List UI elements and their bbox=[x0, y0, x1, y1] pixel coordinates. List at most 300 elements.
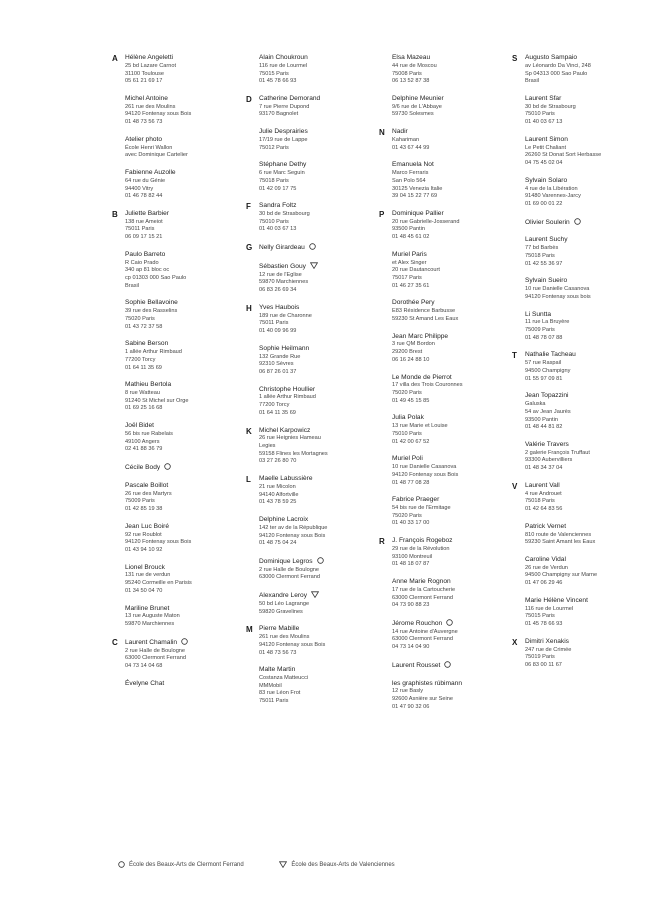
entry-name bbox=[392, 680, 542, 689]
entry-detail-line: et Alex Singer bbox=[392, 259, 427, 266]
entry-detail-line: MMMobil bbox=[259, 682, 282, 689]
entry-name bbox=[125, 169, 275, 178]
entry-detail-line: Kahariman bbox=[392, 136, 420, 143]
entry-name bbox=[259, 243, 409, 253]
entry-detail-line: 50 bd Léo Lagrange bbox=[259, 600, 310, 607]
entry-name-text: Julie Desprairies bbox=[259, 128, 308, 136]
section-letter: T bbox=[512, 351, 517, 361]
entry-name bbox=[259, 427, 409, 436]
entry-detail-line: 77 bd Barbès bbox=[525, 245, 559, 252]
directory-entry bbox=[525, 277, 666, 301]
entry-detail-line: 2 rue Halle de Boulogne bbox=[259, 566, 320, 573]
directory-entry bbox=[392, 414, 542, 446]
directory-entry bbox=[392, 161, 542, 201]
triangle-icon bbox=[310, 262, 318, 269]
circle-icon bbox=[309, 243, 316, 250]
entry-name-text: Juliette Barbier bbox=[125, 209, 169, 217]
entry-detail-line: École Henri Wallon bbox=[125, 144, 173, 151]
entry-detail-line: 06 87 26 01 37 bbox=[259, 368, 297, 375]
entry-detail-line: 261 rue des Moulins bbox=[259, 634, 310, 641]
directory-entry bbox=[525, 523, 666, 547]
entry-name bbox=[125, 523, 275, 532]
entry-name bbox=[259, 386, 409, 395]
entry-name-text: Alain Choukroun bbox=[259, 54, 308, 61]
directory-entry bbox=[392, 578, 542, 610]
entry-name bbox=[392, 299, 542, 308]
directory-entry bbox=[246, 625, 409, 657]
entry-detail-line: Brasil bbox=[125, 282, 139, 289]
legend-item-clermont bbox=[118, 861, 244, 868]
entry-detail-line: 01 42 00 67 52 bbox=[392, 438, 430, 445]
entry-detail-line: 06 09 17 15 21 bbox=[125, 234, 163, 241]
entry-detail-line: 75011 Paris bbox=[259, 698, 289, 705]
entry-detail-line: E83 Résidence Barbusse bbox=[392, 308, 456, 315]
entry-detail-line: 10 rue Danielle Casanova bbox=[392, 464, 457, 471]
entry-detail-line: 340 ap 81 bloc oc bbox=[125, 267, 170, 274]
entry-detail-line: 64 rue du Génie bbox=[125, 177, 166, 184]
entry-name-text: Paulo Barreto bbox=[125, 250, 166, 258]
entry-name bbox=[125, 136, 275, 145]
entry-detail-line: 17 rue de la Cartoucherie bbox=[392, 586, 456, 593]
entry-name-text: Olivier Soulerin bbox=[525, 218, 570, 226]
entry-name-text: Emanuela Not bbox=[392, 161, 434, 169]
directory-entry bbox=[125, 169, 275, 201]
entry-detail-line: 01 48 73 56 73 bbox=[259, 649, 297, 656]
directory-entry bbox=[246, 475, 409, 507]
entry-name-text: Cécile Body bbox=[125, 464, 161, 472]
directory-entry bbox=[125, 95, 275, 127]
entry-detail-line: San Polo 564 bbox=[392, 177, 426, 184]
entry-name bbox=[125, 54, 275, 63]
entry-detail-line: 11 rue La Bruyère bbox=[525, 319, 570, 326]
entry-detail-line: 94120 Fontenay sous Bois bbox=[125, 111, 192, 118]
entry-detail-line: 132 Grande Rue bbox=[259, 353, 301, 360]
entry-detail-line: 93500 Pantin bbox=[392, 226, 425, 233]
entry-detail-line: 4 rue de la Libération bbox=[525, 185, 578, 192]
entry-detail-line: 26 rue des Martyrs bbox=[125, 490, 172, 497]
entry-name bbox=[392, 455, 542, 464]
entry-name bbox=[525, 236, 666, 245]
entry-name-text: Augusto Sampaio bbox=[525, 54, 578, 61]
entry-detail-line: 94500 Champigny sur Marne bbox=[525, 572, 598, 579]
directory-entry bbox=[392, 455, 542, 487]
entry-detail-line: 75020 Paris bbox=[392, 512, 422, 519]
entry-detail-line: 01 40 09 96 99 bbox=[259, 328, 297, 335]
entry-detail-line: Sp 04313 000 Sao Paulo bbox=[525, 70, 588, 77]
entry-detail-line: 13 rue Auguste Maton bbox=[125, 613, 180, 620]
circle-icon bbox=[181, 638, 188, 645]
entry-name bbox=[125, 638, 275, 648]
entry-detail-line: 30 bd de Strasbourg bbox=[525, 103, 576, 110]
entry-detail-line: 01 69 00 01 22 bbox=[525, 200, 563, 207]
entry-detail-line: 8 rue Watteau bbox=[125, 390, 160, 397]
entry-name bbox=[125, 605, 275, 614]
entry-detail-line: 75015 Paris bbox=[259, 70, 289, 77]
circle-icon bbox=[317, 557, 324, 564]
entry-detail-line: 75020 Paris bbox=[392, 390, 422, 397]
entry-detail-line: 247 rue de Crimée bbox=[525, 646, 572, 653]
entry-name bbox=[392, 374, 542, 383]
section-letter: B bbox=[112, 209, 118, 219]
directory-entry bbox=[525, 136, 666, 168]
entry-name bbox=[525, 311, 666, 320]
entry-detail-line: 75010 Paris bbox=[392, 430, 422, 437]
entry-detail-line: 189 rue de Charonne bbox=[259, 312, 312, 319]
directory-entry bbox=[392, 496, 542, 528]
legend-label-clermont: École des Beaux-Arts de Clermont Ferrand bbox=[129, 861, 244, 868]
directory-entry bbox=[259, 345, 409, 377]
entry-name-text: Jean Marc Philippe bbox=[392, 332, 449, 340]
entry-detail-line: 26 rue de Verdun bbox=[525, 564, 568, 571]
entry-name-text: Muriel Paris bbox=[392, 250, 427, 258]
entry-detail-line: 01 42 09 17 75 bbox=[259, 185, 297, 192]
entry-detail-line: 01 48 75 04 24 bbox=[259, 540, 297, 547]
entry-name-text: Marie Hélène Vincent bbox=[525, 596, 588, 604]
entry-detail-line: 4 rue Androuet bbox=[525, 490, 562, 497]
entry-name bbox=[259, 557, 409, 567]
entry-detail-line: 2 rue Halle de Boulogne bbox=[125, 647, 186, 654]
entry-name-text: Anne Marie Rognon bbox=[392, 578, 451, 586]
entry-detail-line: avec Dominique Cartelier bbox=[125, 152, 188, 159]
directory-entry bbox=[392, 374, 542, 406]
entry-detail-line: cp 01303 000 Sao Paulo bbox=[125, 275, 187, 282]
entry-detail-line: 12 rue de l'Eglise bbox=[259, 271, 302, 278]
directory-entry bbox=[259, 516, 409, 548]
entry-detail-line: 116 rue de Lourmel bbox=[259, 62, 308, 69]
entry-name bbox=[259, 475, 409, 484]
entry-name bbox=[125, 422, 275, 431]
directory-entry bbox=[125, 422, 275, 454]
entry-detail-line: 01 42 64 83 56 bbox=[525, 506, 563, 513]
entry-detail-line: Costanza Matteucci bbox=[259, 675, 309, 682]
entry-detail-line: 01 45 78 66 93 bbox=[259, 78, 297, 85]
entry-detail-line: Brasil bbox=[525, 78, 539, 85]
entry-detail-line: 75019 Paris bbox=[525, 654, 555, 661]
entry-detail-line: 63000 Clermont Ferrand bbox=[125, 655, 186, 662]
entry-name-text: Malte Martin bbox=[259, 666, 296, 674]
entry-name-text: Christophe Houllier bbox=[259, 385, 316, 393]
section-letter: M bbox=[246, 625, 253, 635]
directory-entry bbox=[392, 680, 542, 712]
entry-detail-line: 94120 Fontenay sous Bois bbox=[125, 539, 192, 546]
entry-detail-line: 54 av Jean Jaurès bbox=[525, 408, 571, 415]
entry-detail-line: 01 43 94 10 92 bbox=[125, 546, 163, 553]
directory-entry bbox=[125, 482, 275, 514]
entry-detail-line: 2 galerie François Truffaut bbox=[525, 449, 590, 456]
entry-name bbox=[125, 251, 275, 260]
entry-detail-line: 01 42 85 19 38 bbox=[125, 506, 163, 513]
entry-detail-line: 91480 Varennes-Jarcy bbox=[525, 193, 581, 200]
entry-detail-line: 06 83 00 11 67 bbox=[525, 661, 562, 668]
directory-entry bbox=[525, 95, 666, 127]
entry-detail-line: 01 48 78 07 88 bbox=[525, 334, 563, 341]
entry-name bbox=[259, 161, 409, 170]
entry-name bbox=[525, 482, 666, 491]
entry-detail-line: 94140 Alfortville bbox=[259, 491, 299, 498]
entry-name bbox=[525, 351, 666, 360]
entry-detail-line: 1 allée Arthur Rimbaud bbox=[125, 349, 182, 356]
entry-name bbox=[525, 392, 666, 401]
entry-name bbox=[525, 218, 666, 228]
directory-entry bbox=[259, 128, 409, 152]
directory-entry bbox=[246, 94, 409, 119]
entry-name bbox=[525, 638, 666, 647]
directory-entry bbox=[125, 340, 275, 372]
entry-name bbox=[525, 177, 666, 186]
entry-detail-line: 25 bd Lazare Carnot bbox=[125, 62, 176, 69]
entry-detail-line: 75011 Paris bbox=[125, 226, 155, 233]
entry-detail-line: 131 rue de verdun bbox=[125, 572, 171, 579]
entry-detail-line: 116 rue de Lourmel bbox=[525, 605, 574, 612]
directory-entry bbox=[259, 262, 409, 295]
entry-detail-line: 59230 St Amand Les Eaux bbox=[392, 315, 459, 322]
entry-name-text: Jérome Rouchon bbox=[392, 619, 443, 627]
entry-name bbox=[125, 210, 275, 219]
entry-detail-line: 77200 Torcy bbox=[259, 402, 290, 409]
directory-entry bbox=[259, 591, 409, 616]
directory-entry bbox=[525, 311, 666, 343]
entry-name-text: Laurent Vall bbox=[525, 481, 560, 489]
entry-detail-line: 29 rue de la Révolution bbox=[392, 545, 450, 552]
entry-detail-line: 01 46 27 35 61 bbox=[392, 282, 430, 289]
entry-detail-line: 94400 Vitry bbox=[125, 185, 154, 192]
directory-entry bbox=[246, 426, 409, 467]
directory-entry bbox=[392, 333, 542, 365]
section-letter: K bbox=[246, 426, 252, 436]
entry-name bbox=[525, 556, 666, 565]
section-letter: N bbox=[379, 128, 385, 138]
entry-detail-line: 3 rue QM Bordon bbox=[392, 341, 435, 348]
entry-name bbox=[525, 597, 666, 606]
section-letter: P bbox=[379, 209, 385, 219]
entry-name bbox=[392, 161, 542, 170]
entry-name bbox=[259, 666, 409, 675]
directory-column-2 bbox=[246, 54, 409, 706]
entry-name-text: Nadir bbox=[392, 128, 408, 136]
entry-detail-line: 94120 Fontenay sous Bois bbox=[392, 471, 459, 478]
circle-icon bbox=[118, 861, 125, 868]
entry-detail-line: 04 73 14 04 90 bbox=[392, 644, 430, 651]
entry-name-text: Elsa Mazeau bbox=[392, 54, 431, 61]
directory-entry bbox=[125, 251, 275, 291]
entry-detail-line: 01 43 78 59 25 bbox=[259, 499, 297, 506]
entry-detail-line: 7 rue Pierre Dupond bbox=[259, 103, 310, 110]
entry-name-text: Nathalie Tacheau bbox=[525, 351, 576, 359]
entry-name-text: Mariline Brunet bbox=[125, 604, 170, 612]
entry-detail-line: 56 bis rue Rabelais bbox=[125, 430, 173, 437]
entry-name-text: Laurent Suchy bbox=[525, 236, 568, 244]
entry-detail-line: 01 43 72 37 58 bbox=[125, 323, 163, 330]
entry-name bbox=[259, 95, 409, 104]
entry-detail-line: 39 04 15 22 77 69 bbox=[392, 193, 438, 200]
entry-detail-line: 04 73 14 04 68 bbox=[125, 662, 163, 669]
entry-name bbox=[525, 441, 666, 450]
directory-entry bbox=[112, 54, 275, 86]
directory-entry bbox=[125, 564, 275, 596]
directory-entry bbox=[259, 557, 409, 582]
entry-name bbox=[125, 340, 275, 349]
entry-detail-line: 05 61 21 69 17 bbox=[125, 78, 163, 85]
entry-name-text: Pascale Boillot bbox=[125, 481, 169, 489]
circle-icon bbox=[446, 619, 453, 626]
entry-detail-line: 94120 Fontenay sous Bois bbox=[259, 641, 326, 648]
entry-name-text: Catherine Demorand bbox=[259, 94, 321, 102]
entry-detail-line: 94500 Champigny bbox=[525, 367, 571, 374]
entry-detail-line: 261 rue des Moulins bbox=[125, 103, 176, 110]
circle-icon bbox=[164, 463, 171, 470]
entry-detail-line: 63000 Clermont Ferrand bbox=[392, 594, 453, 601]
entry-detail-line: 6 rue Marc Seguin bbox=[259, 170, 305, 177]
entry-name-text: Dominique Pallier bbox=[392, 209, 444, 217]
entry-detail-line: 29200 Brest bbox=[392, 349, 423, 356]
entry-detail-line: 26 rue Heignies Hameau bbox=[259, 435, 321, 442]
entry-detail-line: 44 rue de Moscou bbox=[392, 62, 437, 69]
entry-detail-line: 01 43 67 44 99 bbox=[392, 144, 430, 151]
entry-detail-line: 01 40 03 67 13 bbox=[525, 119, 563, 126]
entry-detail-line: 9/6 rue de L'Abbaye bbox=[392, 103, 442, 110]
entry-detail-line: 59230 Saint Amant les Eaux bbox=[525, 539, 596, 546]
entry-detail-line: 59820 Gravelines bbox=[259, 608, 303, 615]
entry-name-text: Muriel Poli bbox=[392, 455, 423, 463]
entry-name bbox=[392, 251, 542, 260]
entry-detail-line: 01 46 78 82 44 bbox=[125, 193, 163, 200]
entry-detail-line: 01 69 25 16 68 bbox=[125, 405, 163, 412]
entry-detail-line: 75011 Paris bbox=[259, 320, 289, 327]
section-letter: F bbox=[246, 202, 251, 212]
entry-name-text: Stéphane Dethy bbox=[259, 161, 307, 169]
directory-entry bbox=[392, 95, 542, 119]
entry-name bbox=[125, 95, 275, 104]
entry-detail-line: 93100 Montreuil bbox=[392, 553, 433, 560]
entry-detail-line: 13 rue Marie et Louise bbox=[392, 423, 448, 430]
entry-name-text: Dorothée Pery bbox=[392, 299, 435, 307]
circle-icon bbox=[444, 661, 451, 668]
entry-detail-line: 810 route de Valenciennes bbox=[525, 531, 592, 538]
directory-entry bbox=[125, 463, 275, 473]
directory-entry bbox=[512, 54, 666, 86]
entry-name-text: Julia Polak bbox=[392, 414, 424, 422]
entry-detail-line: 06 16 24 88 10 bbox=[392, 356, 430, 363]
entry-detail-line: 39 rue des Rasselins bbox=[125, 308, 178, 315]
entry-detail-line: 75012 Paris bbox=[259, 144, 289, 151]
circle-icon bbox=[574, 218, 581, 225]
entry-detail-line: 75020 Paris bbox=[125, 315, 155, 322]
entry-name-text: Évelyne Chat bbox=[125, 679, 165, 687]
entry-detail-line: 12 rue Basly bbox=[392, 688, 424, 695]
entry-detail-line: 01 55 97 09 81 bbox=[525, 375, 563, 382]
entry-detail-line: 17/19 rue de Lappe bbox=[259, 136, 308, 143]
entry-name bbox=[525, 136, 666, 145]
entry-detail-line: 94120 Fontenay sous bois bbox=[525, 293, 591, 300]
entry-detail-line: 30 bd de Strasbourg bbox=[259, 211, 310, 218]
entry-detail-line: 01 64 11 35 69 bbox=[125, 364, 162, 371]
entry-name bbox=[125, 299, 275, 308]
directory-entry bbox=[392, 251, 542, 291]
entry-detail-line: 01 48 44 81 82 bbox=[525, 424, 563, 431]
directory-entry bbox=[525, 556, 666, 588]
entry-name bbox=[259, 591, 409, 601]
entry-name bbox=[525, 523, 666, 532]
entry-detail-line: 20 rue Dautancourt bbox=[392, 267, 440, 274]
entry-name bbox=[392, 619, 542, 629]
directory-column-1 bbox=[112, 54, 275, 688]
entry-name bbox=[125, 463, 275, 473]
entry-detail-line: 04 73 90 88 23 bbox=[392, 602, 430, 609]
entry-detail-line: 21 rue Micolon bbox=[259, 483, 296, 490]
entry-detail-line: 01 45 78 66 93 bbox=[525, 621, 563, 628]
entry-detail-line: R Caio Prado bbox=[125, 259, 159, 266]
entry-name-text: Sandra Foltz bbox=[259, 202, 297, 210]
entry-detail-line: Marco Ferraris bbox=[392, 170, 429, 177]
entry-detail-line: 75010 Paris bbox=[259, 218, 289, 225]
section-letter: A bbox=[112, 54, 118, 63]
entry-name bbox=[392, 661, 542, 671]
entry-detail-line: 01 47 06 29 46 bbox=[525, 580, 563, 587]
directory-entry bbox=[525, 218, 666, 228]
entry-detail-line: 30125 Venezia Italie bbox=[392, 185, 443, 192]
legend-label-valenciennes: École des Beaux-Arts de Valenciennes bbox=[291, 861, 395, 868]
directory-entry bbox=[259, 54, 409, 86]
entry-name-text: Alexandre Leroy bbox=[259, 592, 308, 600]
directory-entry bbox=[379, 128, 542, 152]
entry-name-text: Pierre Mabille bbox=[259, 625, 300, 633]
entry-detail-line: 01 48 34 37 04 bbox=[525, 465, 563, 472]
entry-name bbox=[392, 210, 542, 219]
directory-entry bbox=[125, 381, 275, 413]
entry-name-text: Sophie Heilmann bbox=[259, 344, 310, 352]
entry-detail-line: 17 villa des Trois Couronnes bbox=[392, 382, 463, 389]
entry-name-text: Hélène Angeletti bbox=[125, 54, 174, 61]
directory-entry bbox=[125, 299, 275, 331]
directory-entry bbox=[392, 619, 542, 652]
entry-name bbox=[125, 680, 275, 689]
directory-entry bbox=[259, 386, 409, 418]
directory-entry bbox=[525, 177, 666, 209]
entry-name-text: Lionel Brouck bbox=[125, 563, 165, 571]
directory-entry bbox=[379, 209, 542, 242]
entry-name-text: Yves Haubois bbox=[259, 303, 300, 311]
directory-entry bbox=[125, 680, 275, 689]
entry-name-text: Sylvain Sueiro bbox=[525, 277, 568, 285]
directory-entry bbox=[112, 637, 275, 671]
entry-detail-line: 31100 Toulouse bbox=[125, 70, 164, 77]
entry-name bbox=[259, 202, 409, 211]
entry-name-text: Jean Topazzini bbox=[525, 392, 569, 400]
entry-name-text: Laurent Simon bbox=[525, 135, 568, 143]
entry-name bbox=[392, 95, 542, 104]
entry-name bbox=[392, 333, 542, 342]
entry-name bbox=[125, 381, 275, 390]
entry-name bbox=[525, 54, 666, 63]
entry-name-text: Patrick Vernet bbox=[525, 522, 567, 530]
entry-detail-line: 75010 Paris bbox=[525, 111, 555, 118]
entry-detail-line: 93500 Pantin bbox=[525, 416, 558, 423]
legend bbox=[118, 861, 429, 870]
entry-detail-line: 59730 Solesmes bbox=[392, 111, 434, 118]
entry-detail-line: 49100 Angers bbox=[125, 438, 160, 445]
entry-name-text: Le Monde de Pierrot bbox=[392, 373, 452, 381]
entry-name bbox=[392, 414, 542, 423]
directory-entry bbox=[392, 299, 542, 323]
entry-detail-line: 02 41 88 36 79 bbox=[125, 446, 163, 453]
entry-name-text: Sébastien Gouy bbox=[259, 262, 306, 270]
directory-entry bbox=[512, 351, 666, 383]
entry-name-text: Maelle Labussière bbox=[259, 475, 313, 483]
entry-detail-line: 10 rue Danielle Casanova bbox=[525, 286, 590, 293]
triangle-icon bbox=[311, 591, 319, 598]
entry-detail-line: 92600 Asnière sur Seine bbox=[392, 696, 453, 703]
entry-name-text: Caroline Vidal bbox=[525, 555, 566, 563]
